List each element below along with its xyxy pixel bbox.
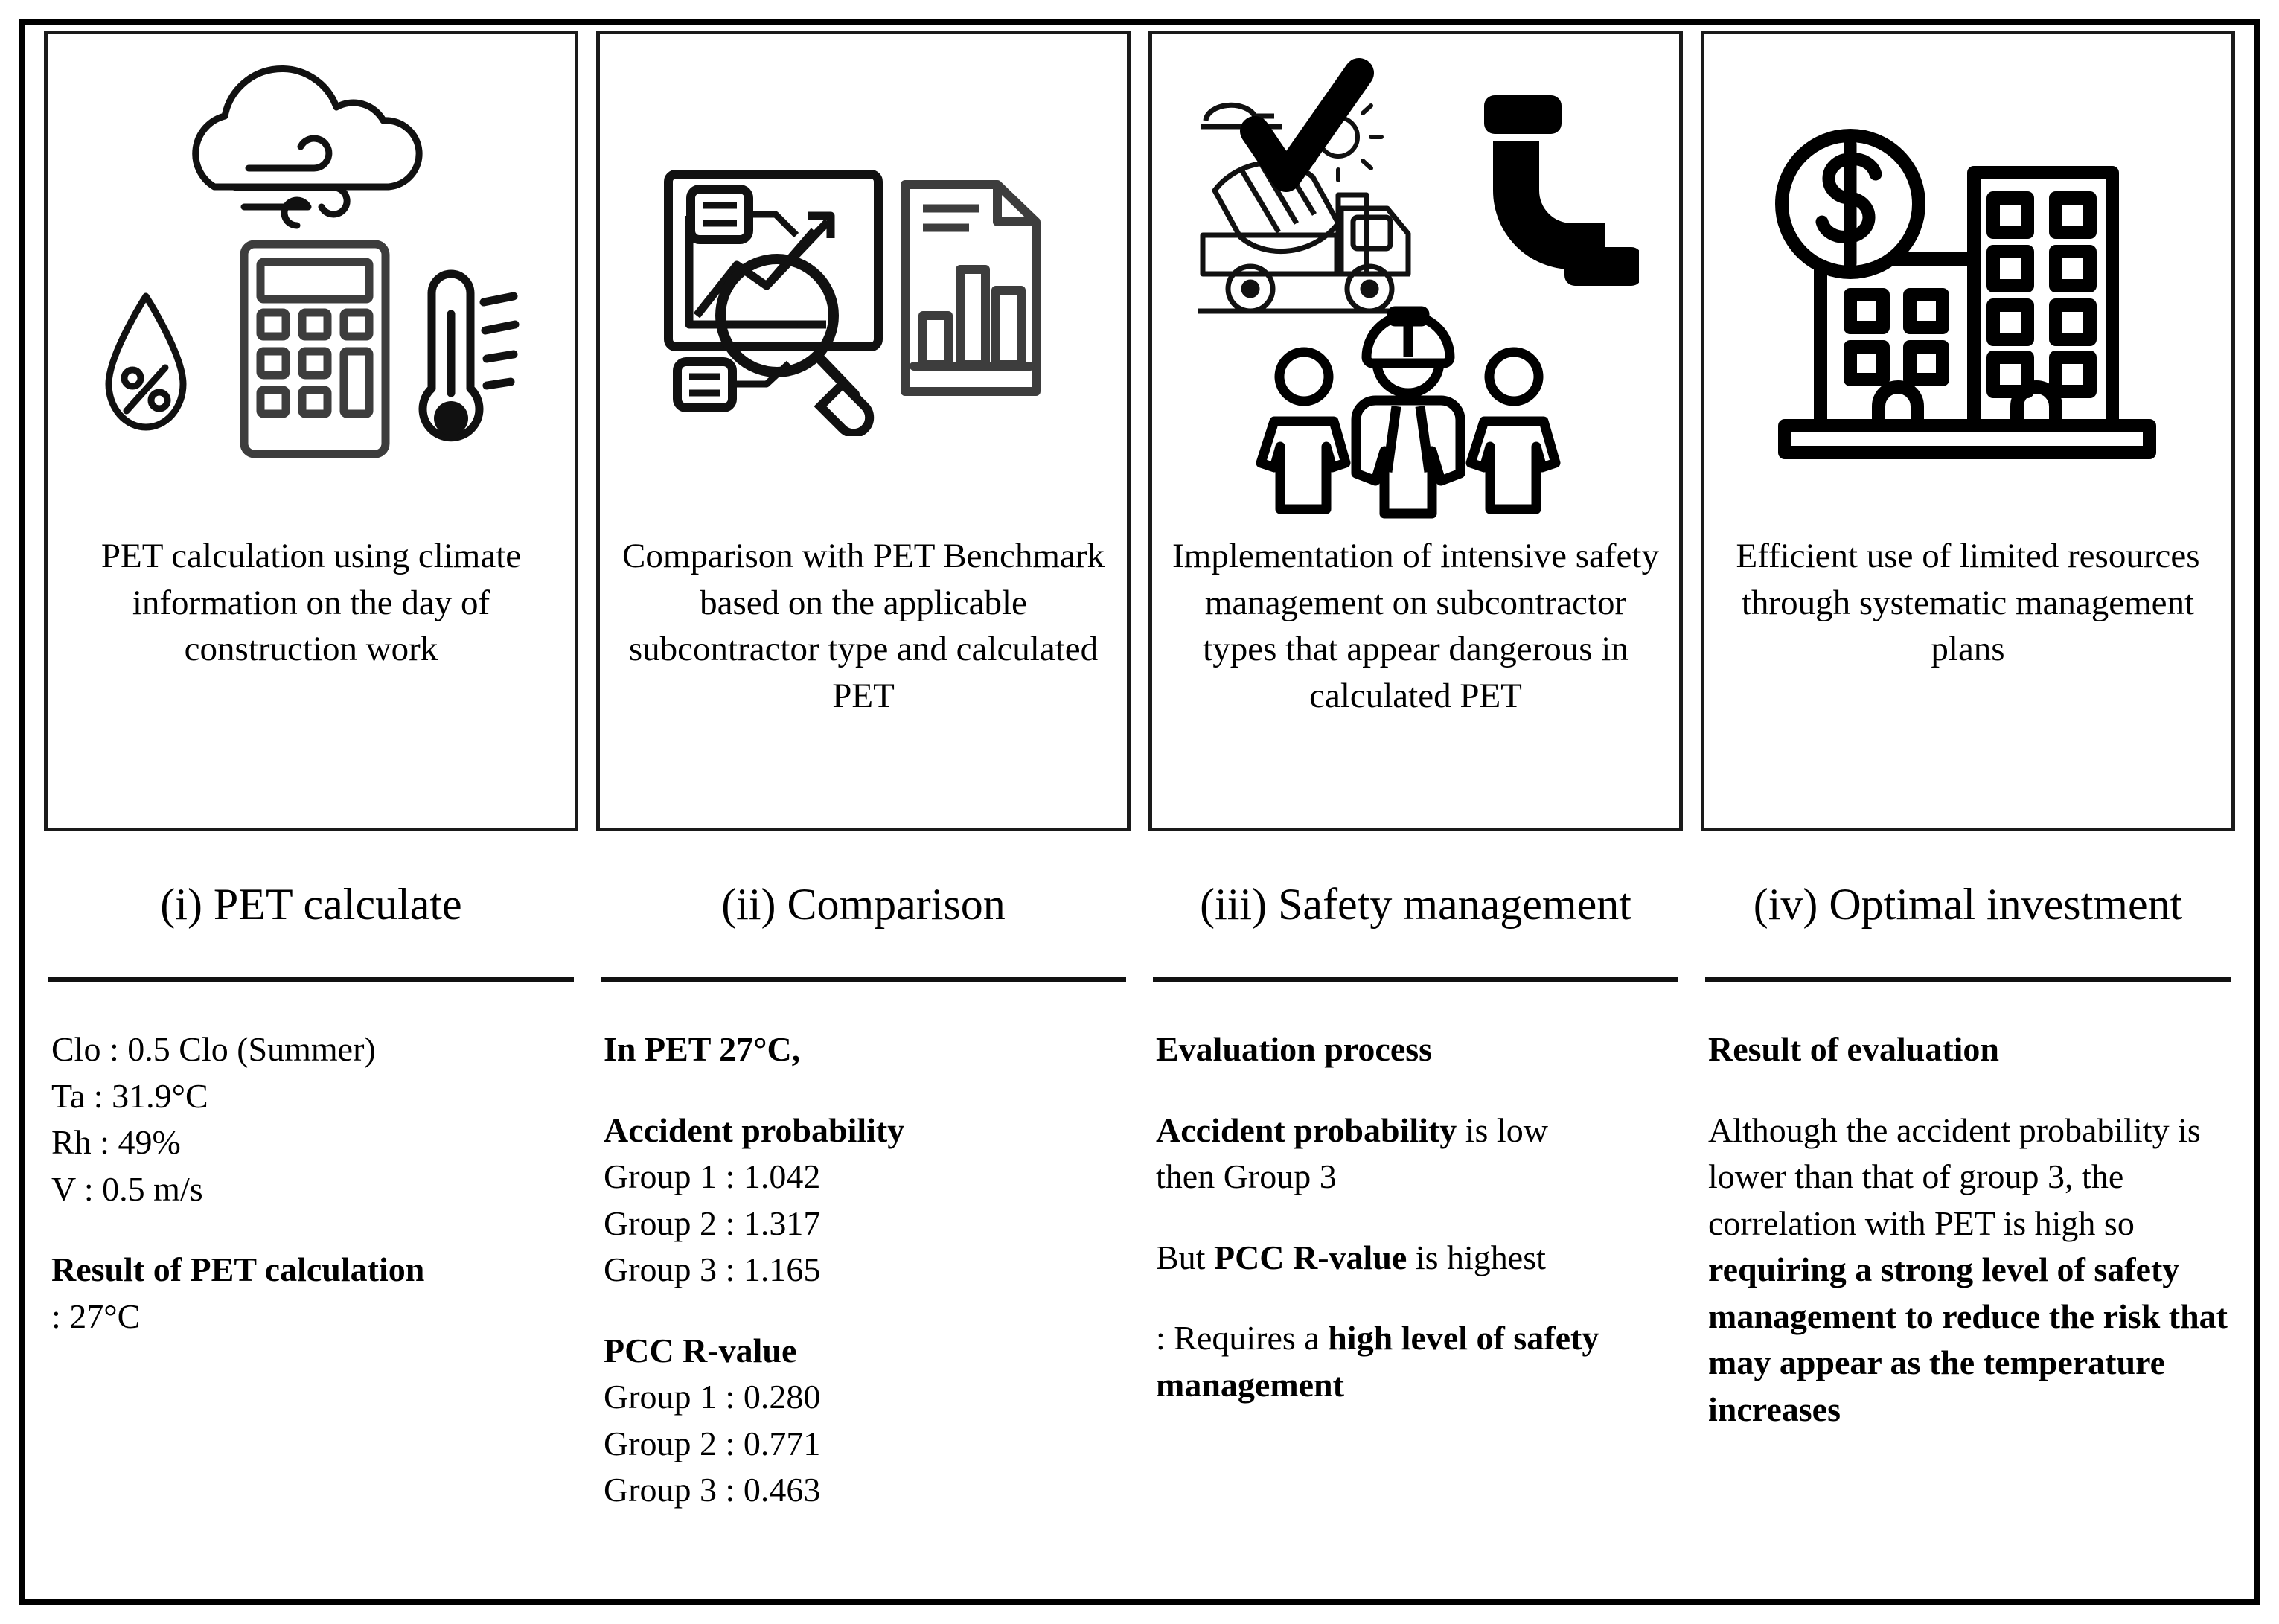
panel-body-4 (1701, 982, 2235, 1592)
body-line (1708, 1107, 2229, 1433)
panel-pet-calculate (35, 31, 587, 1592)
body-line: Clo : 0.5 Clo (Summer) (51, 1030, 376, 1068)
dollar-coin-icon (1782, 135, 1919, 272)
body-line: Accident probability (604, 1110, 905, 1149)
panel-caption-2: (ii) Comparison (721, 879, 1006, 929)
body-line: Group 1 : 1.042 (604, 1157, 821, 1196)
calculator-icon (244, 244, 386, 454)
panel-body-3 (1148, 982, 1683, 1592)
body-line: Result of evaluation (1708, 1030, 1999, 1068)
body-line: PCC R-value (604, 1331, 797, 1369)
spacer (1156, 1073, 1677, 1107)
comparison-icon-set (655, 138, 1072, 436)
panel-caption-1: (i) PET calculate (160, 879, 462, 929)
body-line: In PET 27°C, (604, 1030, 801, 1068)
body-line: Ta : 31.9°C (51, 1076, 208, 1115)
icon-group-4 (1718, 42, 2218, 533)
panel-body-2 (596, 982, 1131, 1592)
emphasis-text: Accident probability (1156, 1110, 1457, 1149)
body-line (1156, 1315, 1677, 1408)
spacer (51, 1212, 572, 1247)
panel-body-1 (44, 982, 578, 1592)
body-text-run: is low (1457, 1110, 1548, 1149)
climate-icon-set (103, 57, 520, 518)
safety-icon-set (1192, 49, 1639, 525)
body-line: : 27°C (51, 1297, 141, 1335)
panel-description-1: PET calculation using climate information on the day of construction work (100, 537, 522, 668)
panel-columns (25, 25, 2254, 1599)
panel-description-3: Implementation of intensive safety management on subcontractor types that appear dangerous in calculated PET (1172, 537, 1659, 715)
investment-icon-set (1767, 101, 2169, 473)
bar-chart-icon (914, 269, 1030, 366)
pipe-elbow-icon (1484, 95, 1639, 286)
body-line: Group 3 : 1.165 (604, 1250, 821, 1289)
icon-group-2 (613, 42, 1113, 533)
body-line: Result of PET calculation (51, 1250, 425, 1289)
body-line: Group 3 : 0.463 (604, 1471, 821, 1509)
body-text-run: is highest (1407, 1238, 1546, 1276)
body-text-run: But (1156, 1238, 1214, 1276)
body-text-run: Although the accident probability is lower than that of group 3, the correlation with PET is high so (1708, 1110, 2201, 1242)
thermometer-icon (423, 274, 515, 438)
panel-card-1 (44, 31, 578, 831)
hard-hat-icon (1367, 311, 1450, 393)
panel-safety-management (1140, 31, 1692, 1592)
body-line: Group 2 : 1.317 (604, 1203, 821, 1242)
body-line: Rh : 49% (51, 1123, 181, 1162)
body-line (1156, 1107, 1677, 1154)
icon-group-3 (1166, 42, 1666, 533)
panel-description-4: Efficient use of limited resources through systematic management plans (1736, 537, 2200, 668)
workers-group-icon (1261, 311, 1556, 514)
spacer (1156, 1281, 1677, 1315)
body-line: then Group 3 (1156, 1157, 1337, 1196)
panel-comparison (587, 31, 1140, 1592)
panel-card-2 (596, 31, 1131, 831)
body-line: Group 1 : 0.280 (604, 1378, 821, 1416)
panel-description-2: Comparison with PET Benchmark based on the applicable subcontractor type and calculated PET (622, 537, 1105, 715)
spacer (604, 1294, 1125, 1328)
body-line (1156, 1235, 1677, 1282)
body-text-run: : Requires a (1156, 1319, 1329, 1358)
spacer (1156, 1201, 1677, 1235)
panel-card-3 (1148, 31, 1683, 831)
panel-caption-3: (iii) Safety management (1200, 879, 1631, 929)
emphasis-text: PCC R-value (1213, 1238, 1407, 1276)
body-line: Group 2 : 0.771 (604, 1424, 821, 1462)
emphasis-text: requiring a strong level of safety management to reduce the risk that may appear as the temperature increases (1708, 1250, 2228, 1428)
panel-caption-4: (iv) Optimal investment (1753, 879, 2183, 929)
icon-group-1 (61, 42, 561, 533)
report-document-icon (905, 185, 1036, 391)
panel-optimal-investment (1692, 31, 2244, 1592)
wind-cloud-icon (196, 69, 419, 226)
panel-card-4 (1701, 31, 2235, 831)
body-line: Evaluation process (1156, 1030, 1433, 1068)
spacer (1708, 1073, 2229, 1107)
emphasis-text: high level of safety management (1156, 1319, 1599, 1404)
body-line: V : 0.5 m/s (51, 1169, 203, 1208)
humidity-droplet-icon (109, 296, 183, 427)
spacer (604, 1073, 1125, 1107)
figure-frame (19, 19, 2260, 1605)
